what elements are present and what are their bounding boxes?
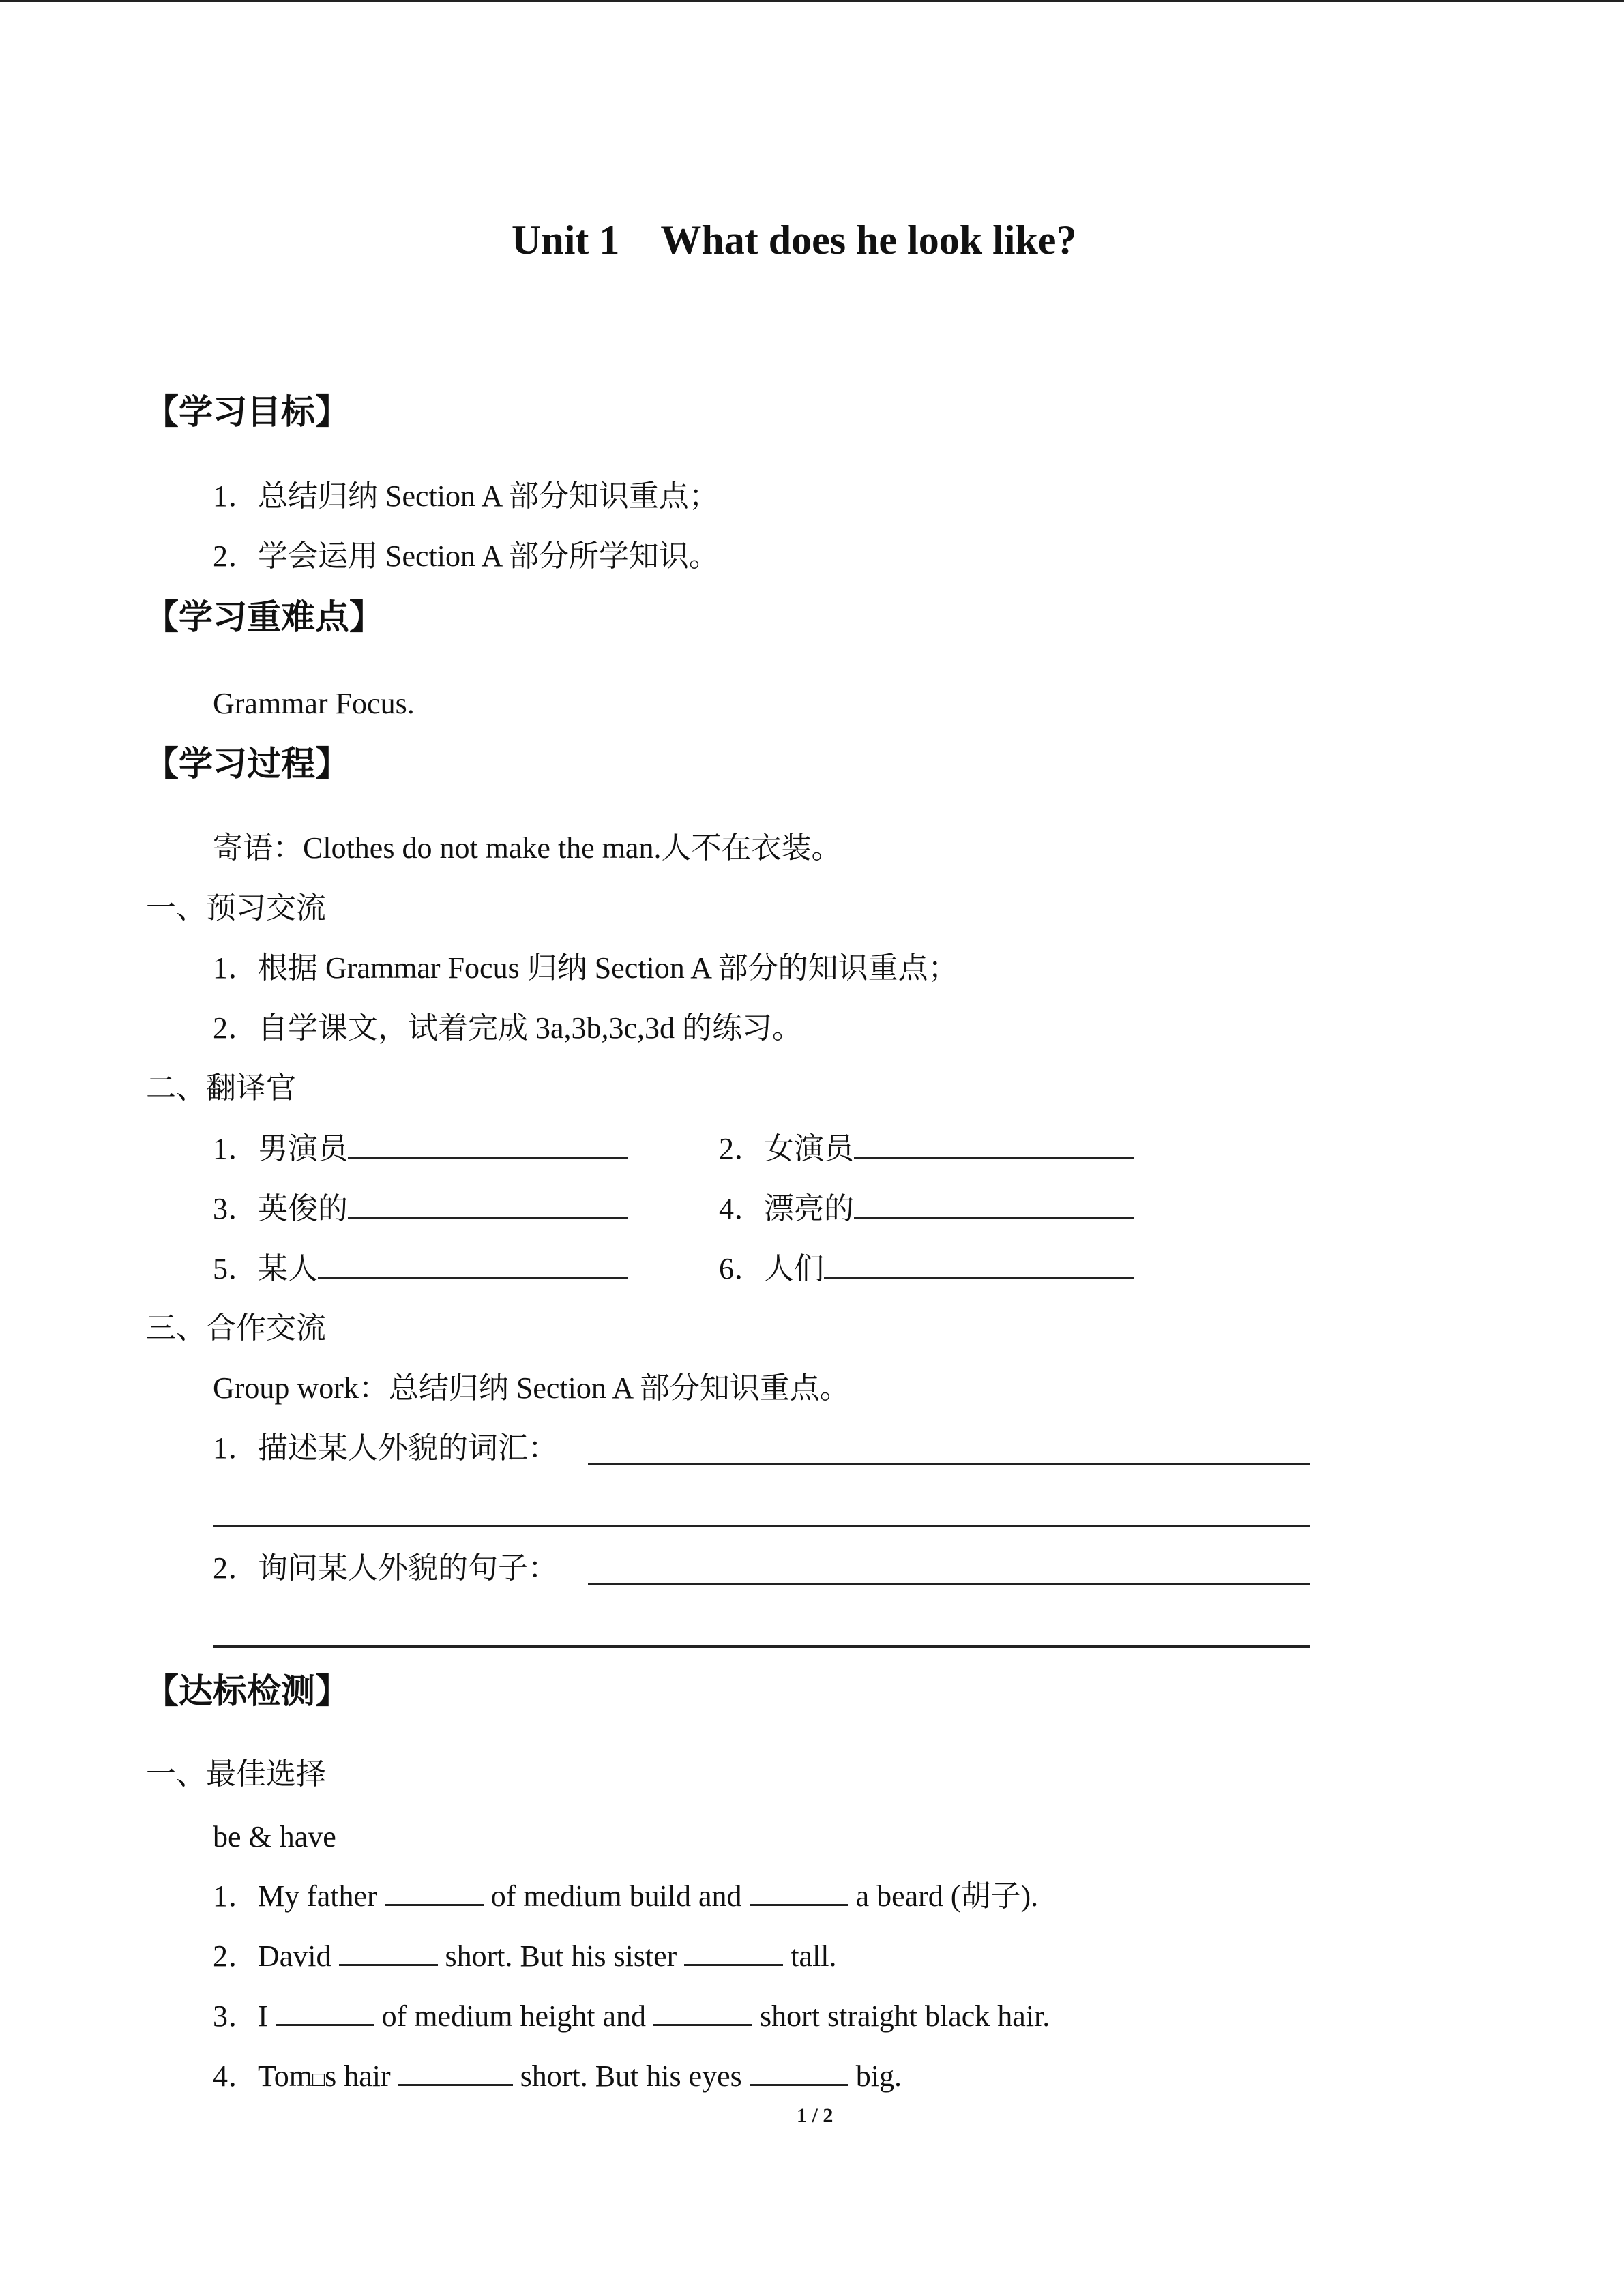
question-text: tall.: [791, 1939, 837, 1973]
answer-blank[interactable]: [318, 1253, 628, 1279]
goal-item: 2．学会运用 Section A 部分所学知识。: [213, 539, 719, 573]
translate-item: [719, 1253, 1134, 1284]
goals-heading: 【学习目标】: [145, 392, 349, 432]
translate-label: 2．女演员: [719, 1132, 854, 1165]
top-border: [0, 0, 1624, 2]
motto: 寄语：Clothes do not make the man.人不在衣装。: [213, 831, 842, 865]
question-text: short. But his eyes: [520, 2059, 742, 2093]
translate-label: 3．英俊的: [213, 1192, 348, 1225]
answer-blank[interactable]: [276, 2001, 374, 2026]
translate-title: 二、翻译官: [146, 1071, 296, 1105]
group-work: Group work：总结归纳 Section A 部分知识重点。: [213, 1371, 850, 1405]
translate-label: 5．某人: [213, 1252, 318, 1285]
key-points-text: Grammar Focus.: [213, 687, 415, 720]
question-4: [213, 2061, 902, 2091]
missing-glyph: □: [312, 2068, 325, 2091]
answer-line[interactable]: [588, 1583, 1310, 1585]
answer-line[interactable]: [213, 1645, 1310, 1648]
translate-item: [719, 1193, 1134, 1224]
title-unit: Unit 1: [512, 218, 620, 263]
question-text: of medium height and: [381, 1999, 647, 2033]
question-number: 4．: [213, 2059, 258, 2093]
answer-blank[interactable]: [348, 1133, 628, 1159]
answer-blank[interactable]: [385, 1881, 484, 1906]
answer-blank[interactable]: [684, 1941, 783, 1966]
cooperate-q1: 1．描述某人外貌的词汇：: [213, 1431, 558, 1465]
cooperate-title: 三、合作交流: [146, 1311, 326, 1345]
question-number: 3．: [213, 1999, 258, 2033]
answer-blank[interactable]: [854, 1193, 1134, 1219]
answer-line[interactable]: [213, 1525, 1310, 1527]
translate-item: [719, 1133, 1134, 1164]
answer-blank[interactable]: [750, 2061, 848, 2086]
answer-blank[interactable]: [854, 1133, 1134, 1159]
translate-item: [213, 1193, 628, 1224]
answer-blank[interactable]: [348, 1193, 628, 1219]
key-points-heading: 【学习重难点】: [145, 597, 383, 637]
answer-blank[interactable]: [339, 1941, 438, 1966]
test-sub: be & have: [213, 1820, 336, 1853]
process-heading: 【学习过程】: [145, 744, 349, 784]
page-number: 1 / 2: [797, 2104, 833, 2127]
page-title: [512, 218, 1077, 263]
question-1: [213, 1881, 1038, 1911]
question-text: Tom: [258, 2059, 313, 2093]
test-section-title: 一、最佳选择: [146, 1757, 326, 1791]
question-number: 2．: [213, 1939, 258, 1973]
question-number: 1．: [213, 1879, 258, 1913]
preview-item: 1．根据 Grammar Focus 归纳 Section A 部分的知识重点；: [213, 951, 958, 985]
answer-blank[interactable]: [653, 2001, 752, 2026]
question-text: My father: [258, 1879, 377, 1913]
question-3: [213, 2001, 1050, 2031]
question-2: [213, 1941, 837, 1971]
answer-blank[interactable]: [398, 2061, 513, 2086]
translate-label: 1．男演员: [213, 1132, 348, 1165]
question-text: short. But his sister: [445, 1939, 677, 1973]
question-text: David: [258, 1939, 331, 1973]
answer-blank[interactable]: [824, 1253, 1134, 1279]
translate-item: [213, 1133, 628, 1164]
question-text: of medium build and: [490, 1879, 742, 1913]
question-text: big.: [855, 2059, 902, 2093]
question-text: s hair: [325, 2059, 391, 2093]
goal-item: 1．总结归纳 Section A 部分知识重点；: [213, 479, 719, 513]
translate-item: [213, 1253, 628, 1284]
answer-blank[interactable]: [750, 1881, 848, 1906]
translate-label: 6．人们: [719, 1252, 824, 1285]
test-heading: 【达标检测】: [145, 1671, 349, 1711]
translate-label: 4．漂亮的: [719, 1192, 854, 1225]
answer-line[interactable]: [588, 1463, 1310, 1465]
preview-title: 一、预习交流: [146, 891, 326, 925]
question-text: a beard (胡子).: [855, 1879, 1039, 1913]
cooperate-q2: 2．询问某人外貌的句子：: [213, 1551, 558, 1585]
question-text: I: [258, 1999, 268, 2033]
preview-item: 2．自学课文，试着完成 3a,3b,3c,3d 的练习。: [213, 1011, 803, 1045]
question-text: short straight black hair.: [760, 1999, 1050, 2033]
title-question: What does he look like?: [660, 218, 1077, 263]
